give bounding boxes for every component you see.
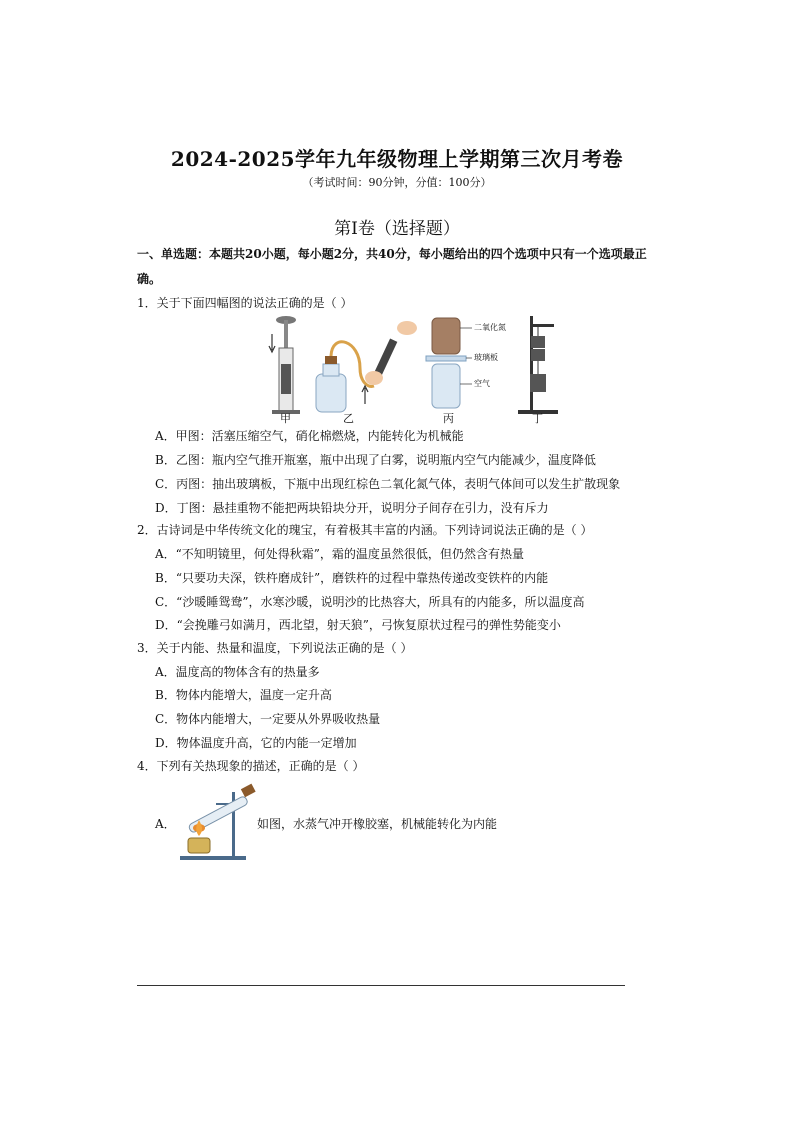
figure-ding-lead-blocks bbox=[518, 316, 558, 414]
question-1-option-d: D．丁图：悬挂重物不能把两块铅块分开，说明分子间存在引力，没有斥力 bbox=[155, 501, 549, 515]
question-2-option-c: C．“沙暖睡鸳鸯”，水寒沙暖，说明沙的比热容大，所具有的内能多，所以温度高 bbox=[155, 595, 585, 609]
figure-label-ding: 丁 bbox=[532, 412, 543, 425]
page-title: 2024-2025学年九年级物理上学期第三次月考卷 bbox=[170, 147, 624, 171]
question-1-option-c: C．丙图：抽出玻璃板，下瓶中出现红棕色二氧化氮气体，表明气体间可以发生扩散现象 bbox=[155, 477, 621, 491]
question-1-figure bbox=[260, 312, 570, 424]
figure-test-tube-apparatus bbox=[180, 784, 256, 860]
figure-bing-diffusion bbox=[426, 318, 472, 408]
question-4-stem: 4．下列有关热现象的描述，正确的是（ ） bbox=[137, 759, 365, 773]
footer-divider bbox=[137, 985, 625, 986]
question-2-option-a: A．“不知明镜里，何处得秋霜”，霜的温度虽然很低，但仍然含有热量 bbox=[155, 547, 524, 561]
annotation-no2: 二氧化氮 bbox=[474, 323, 506, 332]
annotation-glass-plate: 玻璃板 bbox=[474, 353, 498, 362]
figure-label-yi: 乙 bbox=[343, 412, 354, 425]
volume-title: 第Ⅰ卷（选择题） bbox=[334, 219, 460, 239]
question-3-option-b: B．物体内能增大，温度一定升高 bbox=[155, 688, 332, 702]
figure-label-bing: 丙 bbox=[443, 412, 454, 425]
question-1-stem: 1．关于下面四幅图的说法正确的是（ ） bbox=[137, 296, 353, 310]
question-3-option-d: D．物体温度升高，它的内能一定增加 bbox=[155, 736, 357, 750]
question-4-option-a-text: 如图，水蒸气冲开橡胶塞，机械能转化为内能 bbox=[257, 817, 498, 831]
figure-jia-syringe bbox=[269, 316, 300, 414]
question-1-option-b: B．乙图：瓶内空气推开瓶塞，瓶中出现了白雾，说明瓶内空气内能减少，温度降低 bbox=[155, 453, 596, 467]
question-2-option-d: D．“会挽雕弓如满月，西北望，射天狼”，弓恢复原状过程弓的弹性势能变小 bbox=[155, 618, 561, 632]
question-4-option-a-letter: A． bbox=[155, 817, 176, 831]
annotation-air: 空气 bbox=[474, 379, 490, 388]
exam-info: （考试时间：90分钟，分值：100分） bbox=[302, 176, 492, 189]
question-3-stem: 3．关于内能、热量和温度，下列说法正确的是（ ） bbox=[137, 641, 413, 655]
figure-yi-bottle-pump bbox=[316, 321, 417, 412]
question-1-option-a: A．甲图：活塞压缩空气，硝化棉燃烧，内能转化为机械能 bbox=[155, 429, 464, 443]
figure-label-jia: 甲 bbox=[280, 412, 291, 425]
question-3-option-a: A．温度高的物体含有的热量多 bbox=[155, 665, 320, 679]
section-header: 一、单选题：本题共20小题，每小题2分，共40分，每小题给出的四个选项中只有一个选项最正确。 bbox=[137, 247, 647, 286]
question-3-option-c: C．物体内能增大，一定要从外界吸收热量 bbox=[155, 712, 381, 726]
question-4-figure bbox=[172, 780, 260, 862]
question-2-stem: 2．古诗词是中华传统文化的瑰宝，有着极其丰富的内涵。下列诗词说法正确的是（ ） bbox=[137, 523, 593, 537]
question-2-option-b: B．“只要功夫深，铁杵磨成针”，磨铁杵的过程中靠热传递改变铁杵的内能 bbox=[155, 571, 549, 585]
